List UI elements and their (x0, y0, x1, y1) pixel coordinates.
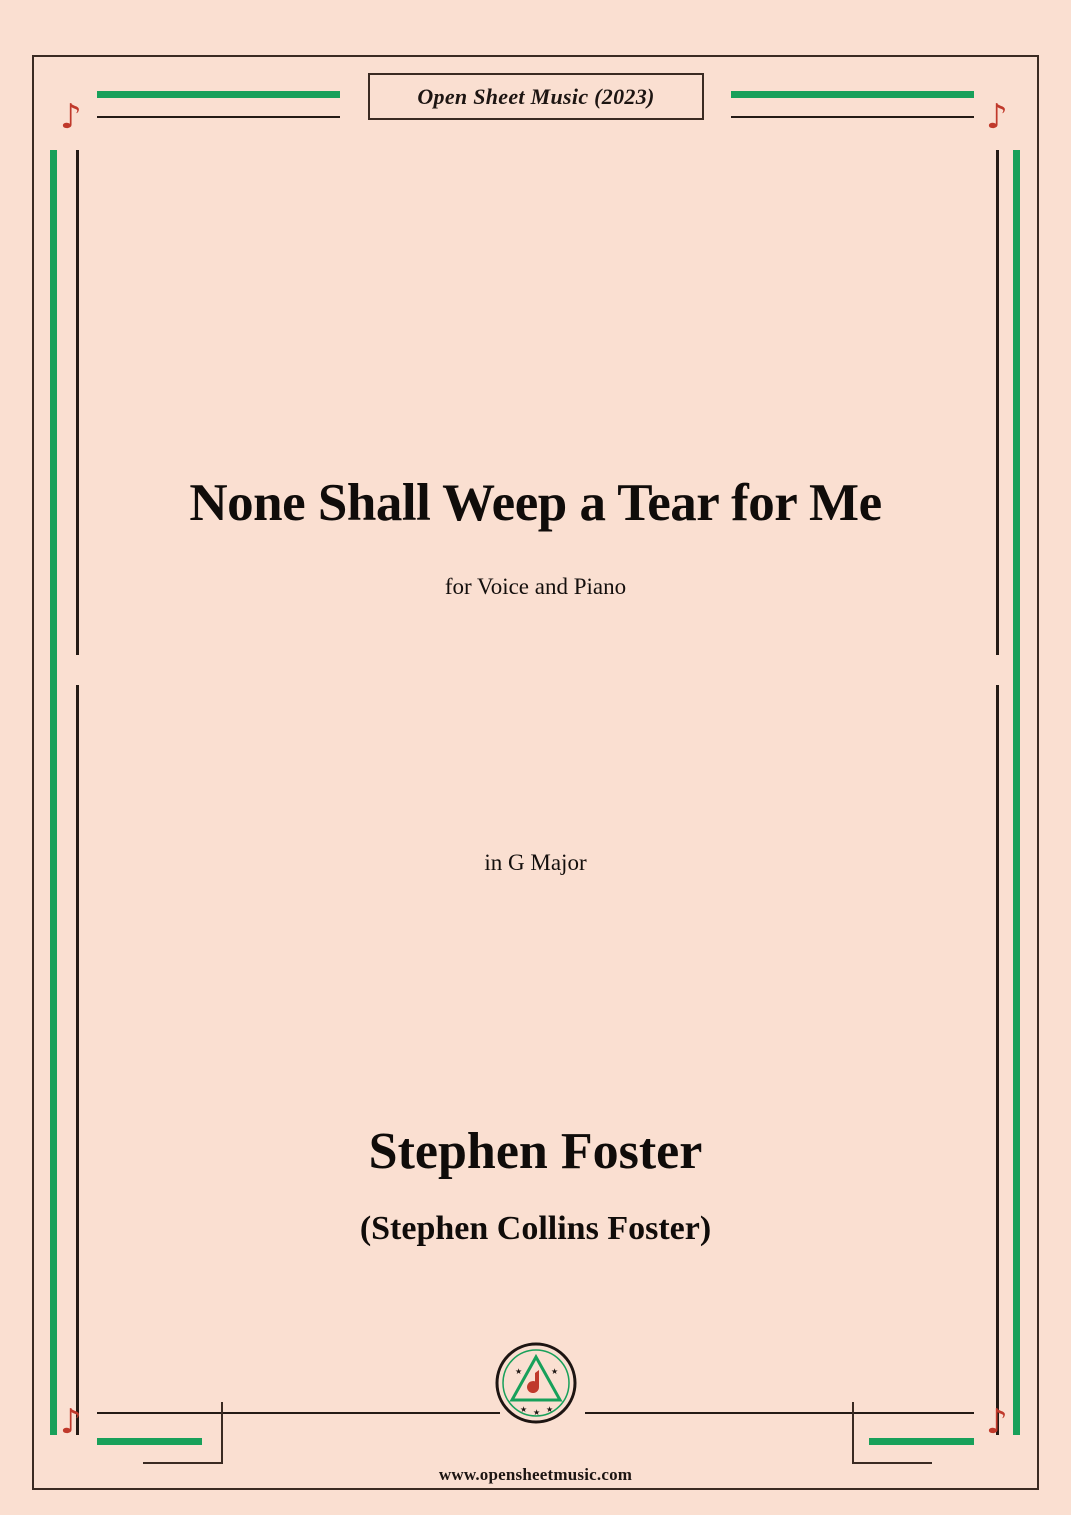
instrumentation-label: for Voice and Piano (444, 574, 627, 599)
music-note-icon-bottom-left: ♪ (60, 1402, 82, 1442)
corner-bracket-bottom-right (852, 1402, 932, 1464)
key-signature-label: in G Major (484, 850, 587, 875)
composer-name: Stephen Foster (368, 1123, 703, 1180)
music-note-icon-top-left: ♪ (60, 97, 82, 137)
decorative-green-bar-left (50, 150, 57, 1435)
decorative-dark-bar-left-lower (76, 685, 79, 1435)
svg-text:★: ★ (515, 1367, 523, 1376)
corner-bracket-bottom-left (143, 1402, 223, 1464)
music-note-icon-top-right: ♪ (986, 97, 1008, 137)
publisher-label: Open Sheet Music (2023) (417, 83, 655, 109)
decorative-dark-bar-right-lower (996, 685, 999, 1435)
decorative-green-rule-top-right (731, 91, 974, 98)
svg-text:★: ★ (546, 1405, 554, 1414)
decorative-dark-bar-right-upper (996, 150, 999, 655)
publisher-plaque (368, 73, 704, 120)
decorative-green-bar-right (1013, 150, 1020, 1435)
decorative-green-rule-top-left (97, 91, 340, 98)
page-border (32, 55, 1039, 1490)
open-sheet-music-logo-icon (495, 1342, 577, 1424)
music-note-icon-bottom-right: ♪ (986, 1402, 1008, 1442)
decorative-dark-bar-left-upper (76, 150, 79, 655)
decorative-dark-rule-top-left (97, 116, 340, 118)
decorative-dark-rule-top-right (731, 116, 974, 118)
svg-text:★: ★ (520, 1405, 528, 1414)
svg-text:★: ★ (533, 1408, 541, 1417)
page-title: None Shall Weep a Tear for Me (189, 474, 882, 532)
website-url: www.opensheetmusic.com (438, 1465, 633, 1484)
decorative-dark-rule-bottom-center-left (278, 1412, 500, 1414)
composer-full-name: (Stephen Collins Foster) (359, 1210, 712, 1247)
svg-text:★: ★ (551, 1367, 559, 1376)
